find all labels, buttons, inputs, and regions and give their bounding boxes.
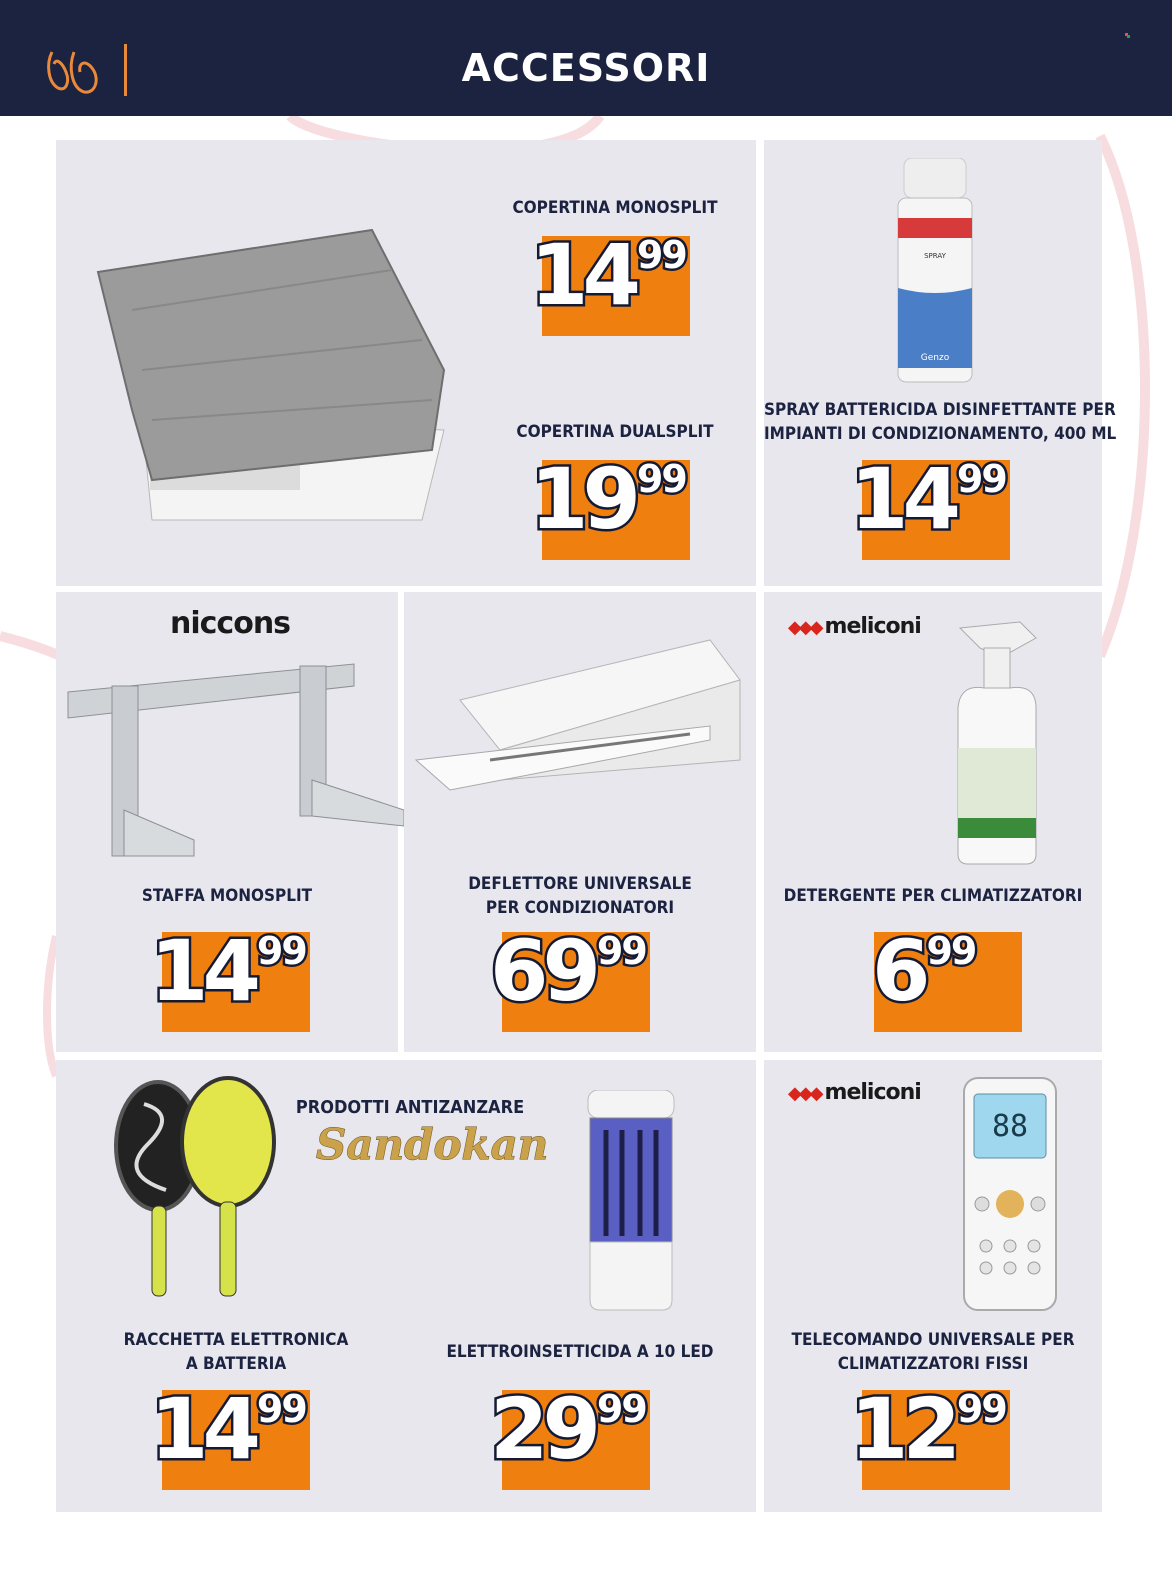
- product-name-spray-line2: IMPIANTI DI CONDIZIONAMENTO, 400 ML: [764, 424, 1117, 444]
- product-name-telecomando-line1: TELECOMANDO UNIVERSALE PER: [791, 1330, 1075, 1350]
- product-name-telecomando-line2: CLIMATIZZATORI FISSI: [837, 1354, 1029, 1374]
- product-name-copertina-dual: COPERTINA DUALSPLIT: [516, 422, 714, 442]
- ac-cover-image: [92, 220, 462, 530]
- price-spray: 1499: [850, 450, 1040, 560]
- remote-control-image: [962, 1076, 1058, 1312]
- svg-text:88: 88: [991, 1109, 1029, 1144]
- product-name-racchetta: [56, 1328, 416, 1376]
- meliconi-logo-icon: ◆◆◆: [788, 1083, 821, 1104]
- product-name-spray: [764, 398, 1117, 446]
- page-header: [0, 0, 1172, 116]
- insect-lamp-image: [584, 1090, 678, 1312]
- price-detergente: 699: [862, 922, 1052, 1032]
- product-name-deflettore: [404, 872, 756, 920]
- product-name-racchetta-line2: A BATTERIA: [185, 1354, 287, 1374]
- deflector-image: [410, 630, 760, 810]
- wall-bracket-image: [64, 660, 404, 870]
- meliconi-logo-icon: ◆◆◆: [788, 617, 821, 638]
- brand-niccons: niccons: [170, 606, 291, 641]
- svg-text:SPRAY: SPRAY: [924, 252, 946, 260]
- price-racchetta: 1499: [150, 1380, 340, 1490]
- brand-meliconi: ◆◆◆ meliconi: [788, 614, 921, 639]
- price-copertina-mono: 1499: [530, 226, 720, 336]
- product-name-detergente: DETERGENTE PER CLIMATIZZATORI: [783, 886, 1083, 906]
- product-name-deflettore-line1: DEFLETTORE UNIVERSALE: [468, 874, 692, 894]
- price-copertina-dual: 1999: [530, 450, 720, 560]
- antizanzare-heading: PRODOTTI ANTIZANZARE: [295, 1097, 525, 1118]
- price-deflettore: 6999: [490, 922, 680, 1032]
- page-title: ACCESSORI: [461, 46, 711, 90]
- price-elettroinsetticida: 2999: [490, 1380, 680, 1490]
- product-name-deflettore-line2: PER CONDIZIONATORI: [485, 898, 675, 918]
- brand-sandokan: Sandokan: [316, 1120, 549, 1169]
- racket-image: [108, 1074, 288, 1304]
- product-name-racchetta-line1: RACCHETTA ELETTRONICA: [123, 1330, 349, 1350]
- price-telecomando: 1299: [850, 1380, 1040, 1490]
- product-name-elettroinsetticida: ELETTROINSETTICIDA A 10 LED: [446, 1342, 714, 1362]
- product-name-staffa: STAFFA MONOSPLIT: [141, 886, 313, 906]
- product-name-copertina-mono: COPERTINA MONOSPLIT: [512, 198, 718, 218]
- svg-text:Genzo: Genzo: [920, 353, 950, 363]
- price-staffa: 1499: [150, 922, 340, 1032]
- brand-meliconi-2: ◆◆◆ meliconi: [788, 1080, 921, 1105]
- decorative-dot: [1125, 33, 1130, 38]
- product-name-telecomando: [764, 1328, 1102, 1376]
- spray-can-image: [890, 158, 980, 384]
- product-name-spray-line1: SPRAY BATTERICIDA DISINFETTANTE PER: [764, 400, 1116, 420]
- cleaner-bottle-image: [940, 618, 1050, 868]
